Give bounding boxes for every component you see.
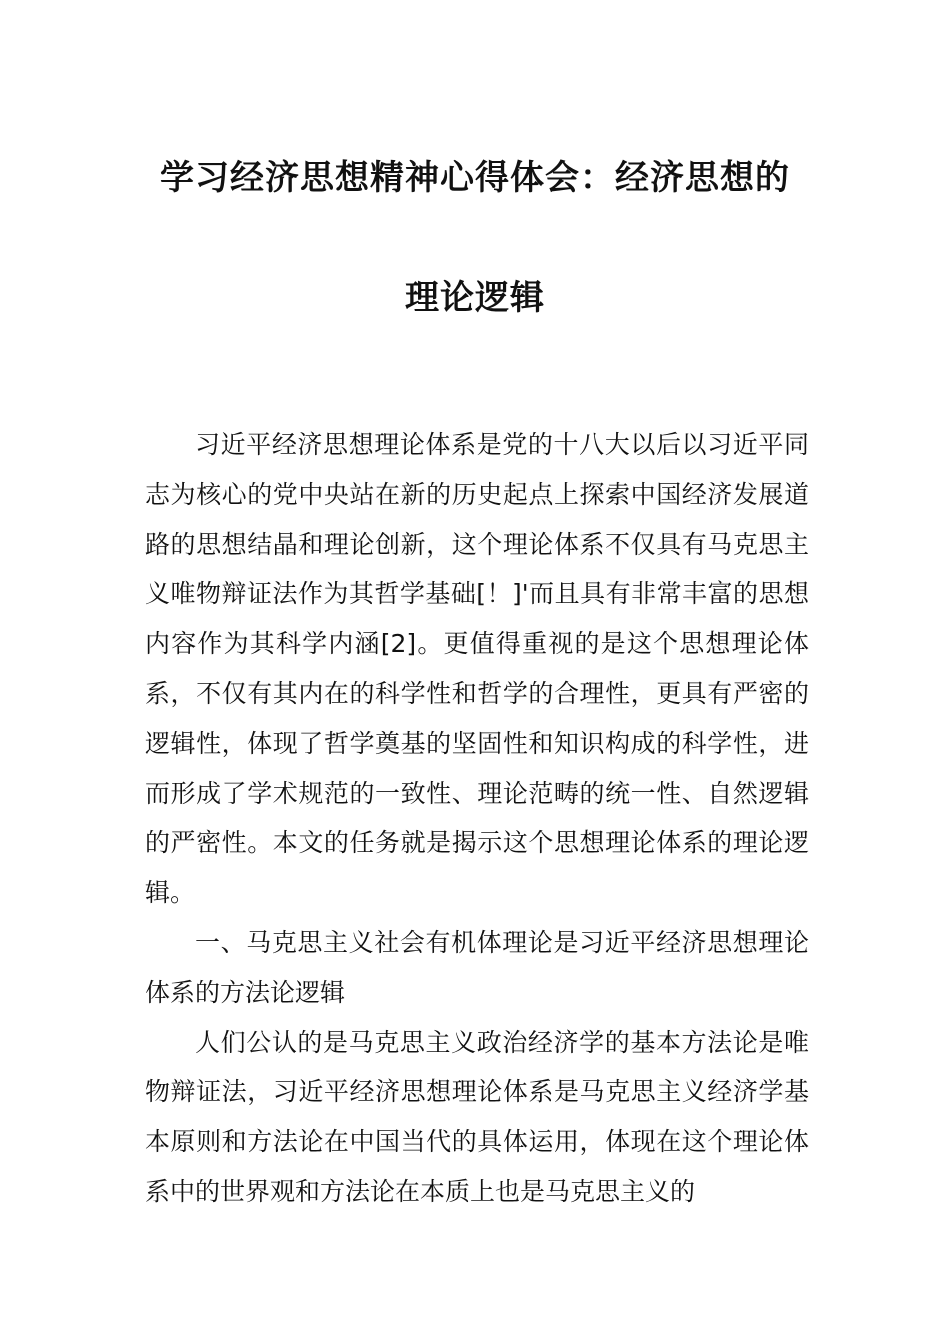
section-heading-1: 一、马克思主义社会有机体理论是习近平经济思想理论体系的方法论逻辑 [145,927,809,1007]
paragraph-intro: 习近平经济思想理论体系是党的十八大以后以习近平同志为核心的党中央站在新的历史起点上探索中国经济发展道路的思想结晶和理论创新，这个理论体系不仅具有马克思主义唯物辩证法作为其哲学基础[！]'而且具有非常丰富的思想内容作为其科学内涵[2]。更值得重视的是这个思想理论体系，不仅有其内在的科学性和哲学的合理性，更具有严密的逻辑性，体现了哲学奠基的坚固性和知识构成的科学性，进而形成了学术规范的一致性、理论范畴的统一性、自然逻辑的严密性。本文的任务就是揭示这个思想理论体系的理论逻辑。 [145,430,809,908]
document-title-line-2: 理论逻辑 [405,278,545,318]
document-title-line-1: 学习经济思想精神心得体会：经济思想的 [160,158,790,198]
document-body [145,420,809,1217]
paragraph-section-1: 人们公认的是马克思主义政治经济学的基本方法论是唯物辩证法，习近平经济思想理论体系是马克思主义经济学基本原则和方法论在中国当代的具体运用，体现在这个理论体系中的世界观和方法论在本质上也是马克思主义的 [145,1027,809,1206]
